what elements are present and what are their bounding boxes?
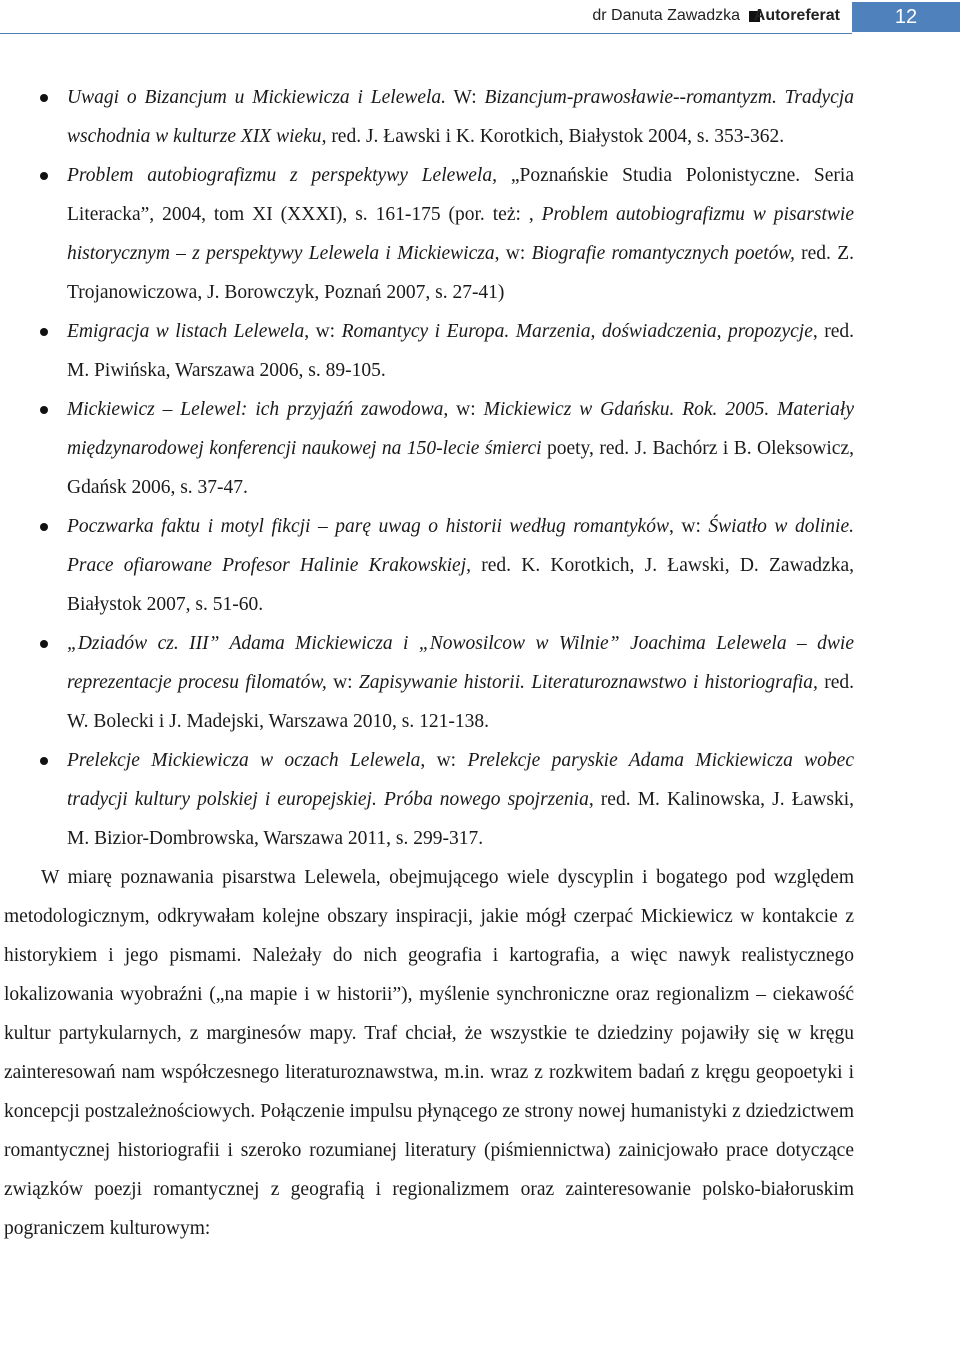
bullet-icon xyxy=(40,640,48,648)
reference-item xyxy=(0,390,958,507)
reference-title-text: Emigracja w listach Lelewela xyxy=(67,321,305,342)
reference-title-text: „Dziadów cz. III” Adama Mickiewicza i „Nowosilcow w Wilnie” Joachima Lelewela – dwie reprezentacje procesu filomatów, xyxy=(67,633,854,693)
reference-text: , w: xyxy=(443,399,484,420)
reference-item xyxy=(0,156,958,312)
body-paragraph: W miarę poznawania pisarstwa Lelewela, obejmującego wiele dyscyplin i bogatego pod względem metodologicznym, odkrywałam kolejne obszary inspiracji, jakie mógł czerpać Mickiewicz w kontakcie z historykiem i jego pismami. Należały do nich geografia i kartografia, a więc nawyk realistycznego lokalizowania wyobraźni („na mapie i w historii”), myślenie synchroniczne oraz regionalizm – ciekawość kultur partykularnych, z marginesów mapy. Traf chciał, że wszystkie te dziedziny pojawiły się w kręgu zainteresowań nam współczesnego literaturoznawstwa, m.in. wraz z rozkwitem badań z kręgu geopoetyki i koncepcji postzależnościowych. Połączenie impulsu płynącego ze strony nowej humanistyki z dziedzictwem romantycznej historiografii i szeroko rozumianej literatury (piśmiennictwa) zainicjowało prace dotyczące związków poezji romantycznej z geografią i regionalizmem oraz zainteresowanie polsko-białoruskim pograniczem kulturowym: xyxy=(4,867,854,1239)
reference-text: , red. M. Piwińska, Warszawa 2006, s. 89-105. xyxy=(67,321,855,381)
bullet-icon xyxy=(40,94,48,102)
bullet-icon xyxy=(40,757,48,765)
reference-title-text: Światło w dolinie. Prace ofiarowane Profesor Halinie Krakowskiej, xyxy=(67,516,854,576)
bullet-icon xyxy=(40,172,48,180)
reference-title-text: Zapisywanie historii. Literaturoznawstwo i historiografia, xyxy=(358,672,818,693)
reference-title-text: Prelekcje paryskie Adama Mickiewicza wobec tradycji kultury polskiej i europejskiej. Próba nowego spojrzenia, xyxy=(67,750,854,810)
header-section-title: Autoreferat xyxy=(753,7,840,24)
reference-text: , w: xyxy=(494,243,532,264)
reference-text: , w: xyxy=(304,321,342,342)
reference-title-text: Uwagi o Bizancjum u Mickiewicza i Lelewela. xyxy=(67,87,447,108)
reference-item xyxy=(0,78,958,156)
header-author: dr Danuta Zawadzka xyxy=(592,7,740,24)
reference-text: , w: xyxy=(420,750,468,771)
reference-title-text: Prelekcje Mickiewicza w oczach Lelewela xyxy=(67,750,421,771)
reference-title-text: Problem autobiografizmu w pisarstwie historycznym – z perspektywy Lelewela i Mickiewicza xyxy=(67,204,854,264)
reference-text: poety, red. J. Bachórz i B. Oleksowicz, Gdańsk 2006, s. 37-47. xyxy=(67,438,854,498)
reference-item xyxy=(0,312,958,390)
reference-text: , w: xyxy=(668,516,709,537)
bullet-icon xyxy=(40,523,48,531)
reference-text: , red. J. Ławski i K. Korotkich, Białystok 2004, s. 353-362. xyxy=(321,126,785,147)
reference-title-text: Mickiewicz – Lelewel: ich przyjaźń zawodowa xyxy=(67,399,444,420)
reference-text: red. W. Bolecki i J. Madejski, Warszawa 2010, s. 121-138. xyxy=(67,672,854,732)
page-header xyxy=(0,0,960,34)
reference-title-text: Mickiewicz w Gdańsku. Rok. 2005. Materiały międzynarodowej konferencji naukowej na 150-lecie śmierci xyxy=(67,399,854,459)
reference-title-text: Bizancjum-prawosławie--romantyzm. Tradycja wschodnia w kulturze XIX wieku xyxy=(67,87,854,147)
page-number-badge: 12 xyxy=(852,2,960,32)
bullet-icon xyxy=(40,406,48,414)
page-content xyxy=(0,78,958,1268)
reference-item xyxy=(0,507,958,624)
reference-title-text: Problem autobiografizmu z perspektywy Lelewela, xyxy=(67,165,497,186)
header-rule xyxy=(0,33,852,34)
reference-title-text: Romantycy i Europa. Marzenia, doświadczenia, propozycje xyxy=(341,321,813,342)
reference-title-text: Biografie romantycznych poetów, xyxy=(531,243,795,264)
reference-item xyxy=(0,741,958,858)
reference-text: red. K. Korotkich, J. Ławski, D. Zawadzka, Białystok 2007, s. 51-60. xyxy=(67,555,854,615)
reference-list xyxy=(0,78,958,858)
reference-item xyxy=(0,624,958,741)
bullet-icon xyxy=(40,328,48,336)
reference-title-text: Poczwarka faktu i motyl fikcji – parę uwag o historii według romantyków xyxy=(67,516,669,537)
reference-text: red. M. Kalinowska, J. Ławski, M. Bizior-Dombrowska, Warszawa 2011, s. 299-317. xyxy=(67,789,854,849)
reference-text: „Poznańskie Studia Polonistyczne. Seria Literacka”, 2004, tom XI (XXXI), s. 161-175 (por. też: , xyxy=(67,165,855,225)
reference-text: w: xyxy=(326,672,359,693)
reference-text: red. Z. Trojanowiczowa, J. Borowczyk, Poznań 2007, s. 27-41) xyxy=(67,243,855,303)
reference-text: W: xyxy=(446,87,485,108)
